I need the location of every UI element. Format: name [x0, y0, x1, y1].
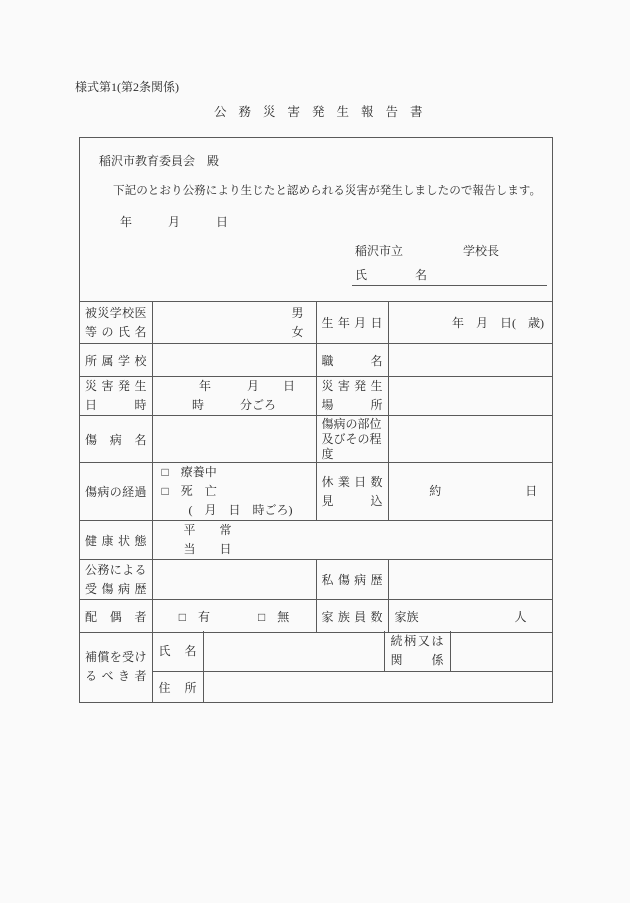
row-course [80, 463, 552, 521]
health-label-cell: 健康状態 [80, 521, 152, 560]
injury-course-field [152, 463, 316, 521]
row-victim [80, 302, 552, 344]
checkbox-option-deceased: □ 死 亡 [161, 484, 217, 498]
private-history-label-cell: 私傷病歴 [316, 560, 388, 600]
birthdate-label-cell: 生年月日 [316, 302, 388, 344]
private-history-field [388, 560, 552, 600]
absence-days-field: 約 日 [388, 463, 552, 521]
signer-school-line: 稲沢市立 学校長 [355, 244, 500, 258]
row-occurrence-datetime [80, 377, 552, 416]
school-field [152, 344, 316, 377]
row-injury [80, 416, 552, 463]
occurrence-place-field [388, 377, 552, 416]
injury-course-label-cell: 傷病の経過 [80, 463, 152, 521]
recipient-name-field [203, 631, 384, 671]
spouse-checkbox-field: □ 有 □ 無 [152, 600, 316, 633]
report-table-main [80, 301, 552, 633]
document-title: 公務災害発生報告書 [214, 105, 435, 119]
absence-days-label-cell: 休業日数 見込 [316, 463, 388, 521]
victim-name-label-cell: 被災学校医 等の氏名 [80, 302, 152, 344]
declaration-text: 下記のとおり公務により生じたと認められる災害が発生しましたので報告します。 [113, 184, 542, 197]
relation-label-cell: 続柄又は 関係 [384, 631, 450, 671]
job-title-label-cell: 職名 [316, 344, 388, 377]
spouse-label-cell: 配偶者 [80, 600, 152, 633]
health-field: 平 常 当 日 [152, 521, 552, 560]
job-title-field [388, 344, 552, 377]
row-compensation-name [80, 631, 552, 671]
report-date-blank: 年 月 日 [120, 215, 229, 229]
signer-name-line [352, 266, 547, 286]
compensation-recipient-label-cell: 補償を受け るべき者 [80, 631, 152, 703]
school-label-cell: 所属学校 [80, 344, 152, 377]
family-count-field: 家族 人 [388, 600, 552, 633]
sex-female-label: 女 [291, 324, 304, 339]
sex-male-label: 男 [291, 305, 304, 320]
row-health [80, 521, 552, 560]
duty-history-label-cell: 公務による 受傷病歴 [80, 560, 152, 600]
row-spouse [80, 600, 552, 633]
injury-part-field [388, 416, 552, 463]
death-datetime-blank: ( 月 日 時ごろ) [188, 503, 293, 517]
victim-name-field [152, 302, 316, 344]
injury-name-label-cell: 傷病名 [80, 416, 152, 463]
row-school [80, 344, 552, 377]
family-count-label-cell: 家族員数 [316, 600, 388, 633]
duty-history-field [152, 560, 316, 600]
occurrence-place-label-cell: 災害発生 場所 [316, 377, 388, 416]
row-duty-history [80, 560, 552, 600]
occurrence-datetime-label-cell: 災害発生 日時 [80, 377, 152, 416]
occurrence-datetime-field: 年 月 日 時 分ごろ [152, 377, 316, 416]
signer-name-label: 氏 名 [352, 266, 547, 286]
recipient-address-label-cell: 住所 [152, 671, 203, 703]
report-table-compensation [80, 631, 552, 703]
birthdate-field: 年 月 日( 歳) [388, 302, 552, 344]
recipient-name-label-cell: 氏名 [152, 631, 203, 671]
addressee: 稲沢市教育委員会 殿 [99, 154, 220, 168]
form-number: 様式第1(第2条関係) [75, 80, 179, 94]
injury-name-field [152, 416, 316, 463]
injury-part-label-cell: 傷病の部位及びその程度 [316, 416, 388, 463]
report-box [79, 137, 553, 703]
checkbox-option-recuperating: □ 療養中 [161, 465, 217, 479]
relation-field [450, 631, 552, 671]
recipient-address-field [203, 671, 552, 703]
